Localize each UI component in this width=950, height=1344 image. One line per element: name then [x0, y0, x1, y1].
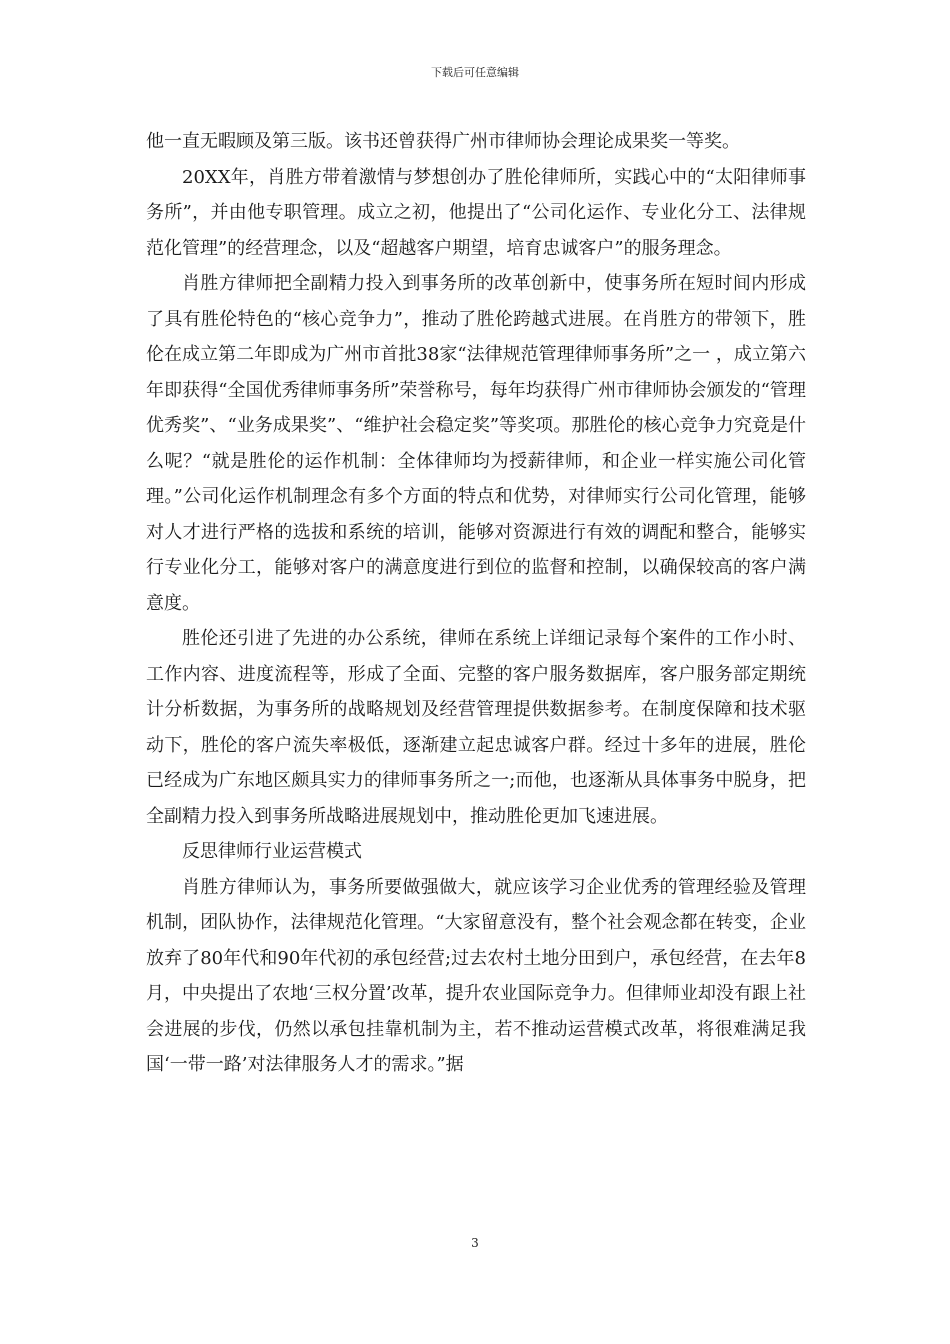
paragraph-continuation: 他一直无暇顾及第三版。该书还曾获得广州市律师协会理论成果奖一等奖。: [146, 131, 740, 152]
paragraph-office-system: 胜伦还引进了先进的办公系统，律师在系统上详细记录每个案件的工作小时、工作内容、进度流程等，形成了全面、完整的客户服务数据库，客户服务部定期统计分析数据，为事务所的战略规划及经营管理提供数据参考。在制度保障和技术驱动下，胜伦的客户流失率极低，逐渐建立起忠诚客户群。经过十多年的进展，胜伦已经成为广东地区颇具实力的律师事务所之一;而他，也逐渐从具体事务中脱身，把全副精力投入到事务所战略进展规划中，推动胜伦更加飞速进展。: [146, 628, 806, 827]
page-number: 3: [471, 1236, 479, 1250]
section-heading: 反思律师行业运营模式: [182, 841, 362, 862]
page-header: 下载后可任意编辑: [431, 66, 519, 79]
document-body: [146, 124, 806, 1083]
paragraph-operating-model: 肖胜方律师认为，事务所要做强做大，就应该学习企业优秀的管理经验及管理机制，团队协作，法律规范化管理。“大家留意没有，整个社会观念都在转变，企业放弃了80年代和90年代初的承包经营;过去农村土地分田到户，承包经营，在去年8月，中央提出了农地‘三权分置’改革，提升农业国际竞争力。但律师业却没有跟上社会进展的步伐，仍然以承包挂靠机制为主，若不推动运营模式改革，将很难满足我国‘一带一路’对法律服务人才的需求。”据: [146, 876, 806, 1075]
paragraph-core-competitiveness: 肖胜方律师把全副精力投入到事务所的改革创新中，使事务所在短时间内形成了具有胜伦特色的“核心竞争力”，推动了胜伦跨越式进展。在肖胜方的带领下，胜伦在成立第二年即成为广州市首批38家“法律规范管理律师事务所”之一 ，成立第六年即获得“全国优秀律师事务所”荣誉称号，每年均获得广州市律师协会颁发的“管理优秀奖”、“业务成果奖”、“维护社会稳定奖”等奖项。那胜伦的核心竞争力究竟是什么呢？“就是胜伦的运作机制：全体律师均为授薪律师，和企业一样实施公司化管理。”公司化运作机制理念有多个方面的特点和优势，对律师实行公司化管理，能够对人才进行严格的选拔和系统的培训，能够对资源进行有效的调配和整合，能够实行专业化分工，能够对客户的满意度进行到位的监督和控制，以确保较高的客户满意度。: [146, 273, 806, 614]
paragraph-founding: 20XX年，肖胜方带着激情与梦想创办了胜伦律师所，实践心中的“太阳律师事务所”，并由他专职管理。成立之初，他提出了“公司化运作、专业化分工、法律规范化管理”的经营理念，以及“超越客户期望，培育忠诚客户”的服务理念。: [146, 166, 806, 259]
